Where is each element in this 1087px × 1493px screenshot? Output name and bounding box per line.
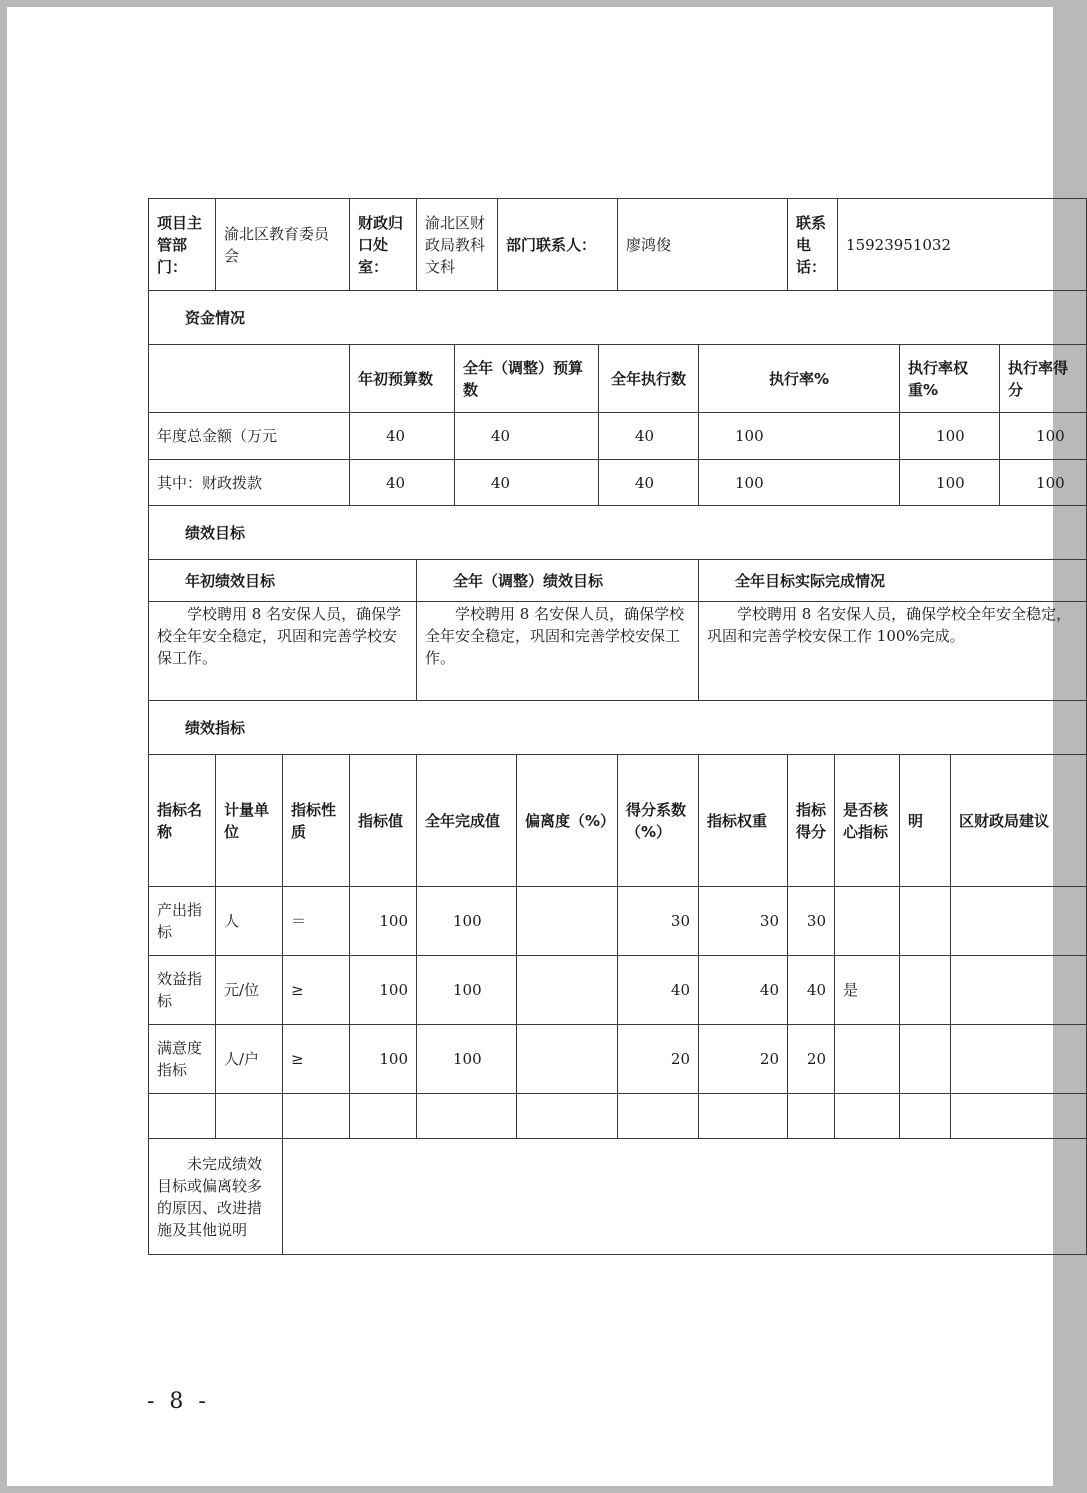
phone-value: 15923951032 <box>838 199 1087 291</box>
phone-label: 联系电话： <box>788 199 838 291</box>
funds-section-row <box>149 291 1087 345</box>
ind-unit: 元/位 <box>216 956 283 1025</box>
ind-name: 效益指标 <box>149 956 216 1025</box>
ind-col-weight: 指标权重 <box>699 755 788 887</box>
funds-col-executed: 全年执行数 <box>599 345 699 413</box>
funds-row-fiscal <box>149 460 1087 506</box>
funds-row-total <box>149 413 1087 460</box>
funds-col-adjusted-budget: 全年（调整）预算数 <box>455 345 599 413</box>
ind-target: 100 <box>350 956 417 1025</box>
goals-content-row <box>149 602 1087 701</box>
empty-cell <box>699 1094 788 1139</box>
ind-advice <box>951 1025 1087 1094</box>
ind-actual: 100 <box>417 1025 517 1094</box>
funds-cell: 40 <box>455 413 599 460</box>
goals-col-actual: 全年目标实际完成情况 <box>699 560 1087 602</box>
ind-col-nature: 指标性质 <box>283 755 350 887</box>
empty-cell <box>350 1094 417 1139</box>
goals-initial-text: 学校聘用 8 名安保人员，确保学校全年安全稳定，巩固和完善学校安保工作。 <box>149 602 417 701</box>
funds-cell: 40 <box>455 460 599 506</box>
ind-col-advice: 区财政局建议 <box>951 755 1087 887</box>
funds-cell: 100 <box>699 460 900 506</box>
goals-section-row <box>149 506 1087 560</box>
ind-note <box>900 887 951 956</box>
ind-deviation <box>517 1025 618 1094</box>
finance-value: 渝北区财政局教科文科 <box>417 199 498 291</box>
empty-cell <box>149 1094 216 1139</box>
funds-cell: 100 <box>900 460 1000 506</box>
ind-name: 满意度指标 <box>149 1025 216 1094</box>
funds-col-rate-weight: 执行率权重% <box>900 345 1000 413</box>
ind-core: 是 <box>835 956 900 1025</box>
empty-cell <box>517 1094 618 1139</box>
funds-col-initial-budget: 年初预算数 <box>350 345 455 413</box>
contact-value: 廖鸿俊 <box>618 199 788 291</box>
ind-col-coef: 得分系数（%） <box>618 755 699 887</box>
ind-core <box>835 887 900 956</box>
goals-col-adjusted: 全年（调整）绩效目标 <box>417 560 699 602</box>
funds-cell: 40 <box>599 413 699 460</box>
funds-cell: 40 <box>350 460 455 506</box>
empty-cell <box>951 1094 1087 1139</box>
indicators-section-row <box>149 701 1087 755</box>
empty-cell <box>283 1094 350 1139</box>
remarks-row <box>149 1139 1087 1255</box>
ind-unit: 人 <box>216 887 283 956</box>
ind-col-deviation: 偏离度（%） <box>517 755 618 887</box>
table-row <box>149 956 1087 1025</box>
performance-evaluation-table <box>148 198 1087 1255</box>
table-row <box>149 1025 1087 1094</box>
ind-deviation <box>517 956 618 1025</box>
funds-row-label: 年度总金额（万元 <box>149 413 350 460</box>
funds-header-row <box>149 345 1087 413</box>
indicators-section-title: 绩效指标 <box>149 701 1087 755</box>
ind-weight: 40 <box>699 956 788 1025</box>
page-number: - 8 - <box>147 1389 210 1414</box>
ind-note <box>900 1025 951 1094</box>
ind-advice <box>951 887 1087 956</box>
funds-cell: 100 <box>1000 460 1087 506</box>
ind-advice <box>951 956 1087 1025</box>
ind-col-note: 明 <box>900 755 951 887</box>
empty-cell <box>900 1094 951 1139</box>
ind-target: 100 <box>350 1025 417 1094</box>
ind-coef: 40 <box>618 956 699 1025</box>
funds-cell: 40 <box>599 460 699 506</box>
funds-header-blank <box>149 345 350 413</box>
ind-score: 40 <box>788 956 835 1025</box>
empty-cell <box>216 1094 283 1139</box>
goals-header-row <box>149 560 1087 602</box>
manager-label: 项目主管部门： <box>149 199 216 291</box>
ind-coef: 30 <box>618 887 699 956</box>
contact-label: 部门联系人： <box>498 199 618 291</box>
funds-cell: 100 <box>900 413 1000 460</box>
empty-cell <box>788 1094 835 1139</box>
empty-cell <box>417 1094 517 1139</box>
ind-note <box>900 956 951 1025</box>
ind-weight: 20 <box>699 1025 788 1094</box>
ind-unit: 人/户 <box>216 1025 283 1094</box>
empty-cell <box>835 1094 900 1139</box>
ind-actual: 100 <box>417 887 517 956</box>
table-row <box>149 887 1087 956</box>
goals-actual-text: 学校聘用 8 名安保人员，确保学校全年安全稳定，巩固和完善学校安保工作 100%完成。 <box>699 602 1087 701</box>
funds-cell: 40 <box>350 413 455 460</box>
ind-actual: 100 <box>417 956 517 1025</box>
ind-col-name: 指标名称 <box>149 755 216 887</box>
funds-col-exec-rate: 执行率% <box>699 345 900 413</box>
ind-col-unit: 计量单位 <box>216 755 283 887</box>
funds-col-rate-score: 执行率得分 <box>1000 345 1087 413</box>
ind-col-score: 指标得分 <box>788 755 835 887</box>
ind-col-target: 指标值 <box>350 755 417 887</box>
manager-value: 渝北区教育委员会 <box>216 199 350 291</box>
empty-cell <box>618 1094 699 1139</box>
funds-cell: 100 <box>699 413 900 460</box>
ind-core <box>835 1025 900 1094</box>
ind-col-core: 是否核心指标 <box>835 755 900 887</box>
ind-target: 100 <box>350 887 417 956</box>
ind-nature: ＝ <box>283 887 350 956</box>
table-row-empty <box>149 1094 1087 1139</box>
ind-deviation <box>517 887 618 956</box>
ind-nature: ≥ <box>283 1025 350 1094</box>
ind-weight: 30 <box>699 887 788 956</box>
indicators-header-row <box>149 755 1087 887</box>
ind-nature: ≥ <box>283 956 350 1025</box>
ind-score: 20 <box>788 1025 835 1094</box>
ind-name: 产出指标 <box>149 887 216 956</box>
funds-section-title: 资金情况 <box>149 291 1087 345</box>
funds-row-label: 其中：财政拨款 <box>149 460 350 506</box>
ind-coef: 20 <box>618 1025 699 1094</box>
goals-adjusted-text: 学校聘用 8 名安保人员，确保学校全年安全稳定，巩固和完善学校安保工作。 <box>417 602 699 701</box>
remarks-label: 未完成绩效目标或偏离较多的原因、改进措施及其他说明 <box>149 1139 283 1255</box>
goals-section-title: 绩效目标 <box>149 506 1087 560</box>
ind-score: 30 <box>788 887 835 956</box>
finance-label: 财政归口处室： <box>350 199 417 291</box>
ind-col-actual: 全年完成值 <box>417 755 517 887</box>
remarks-value <box>283 1139 1087 1255</box>
document-page <box>7 7 1072 1486</box>
funds-cell: 100 <box>1000 413 1087 460</box>
header-row <box>149 199 1087 291</box>
goals-col-initial: 年初绩效目标 <box>149 560 417 602</box>
